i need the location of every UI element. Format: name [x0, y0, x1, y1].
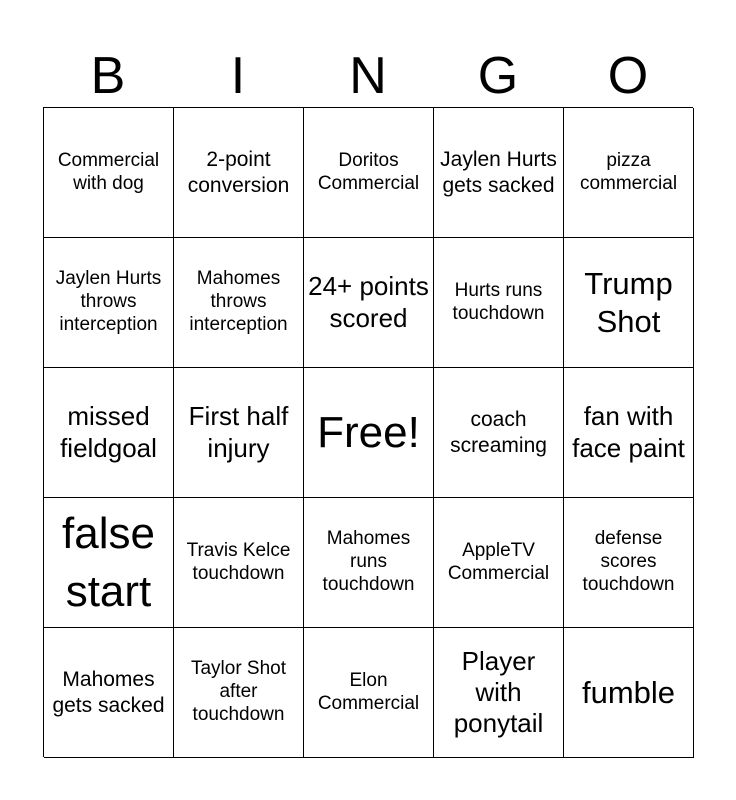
cell-text: AppleTV Commercial [447, 539, 550, 584]
cell-text: missed fieldgoal [60, 401, 157, 463]
bingo-cell[interactable] [304, 498, 434, 628]
bingo-cell[interactable] [174, 238, 304, 368]
bingo-cell[interactable] [174, 368, 304, 498]
header-letter-n: N [349, 47, 387, 105]
cell-text: fan with face paint [572, 401, 685, 463]
cell-text: Mahomes runs touchdown [322, 528, 415, 595]
bingo-cell[interactable] [434, 368, 564, 498]
bingo-board [43, 107, 693, 757]
bingo-cell[interactable] [44, 498, 174, 628]
bingo-cell[interactable] [304, 628, 434, 758]
free-space-cell[interactable] [304, 368, 434, 498]
cell-text: Trump Shot [584, 266, 673, 339]
cell-text: false start [62, 509, 155, 616]
bingo-cell[interactable] [564, 628, 694, 758]
bingo-cell[interactable] [174, 498, 304, 628]
bingo-cell[interactable] [564, 108, 694, 238]
cell-text: coach screaming [450, 408, 547, 457]
cell-text: Free! [317, 407, 420, 457]
cell-text: fumble [581, 674, 676, 710]
bingo-cell[interactable] [434, 108, 564, 238]
header-letter-g: G [477, 47, 519, 105]
bingo-header [43, 44, 693, 108]
bingo-cell[interactable] [44, 238, 174, 368]
bingo-cell[interactable] [44, 368, 174, 498]
bingo-cell[interactable] [304, 108, 434, 238]
cell-text: Commercial with dog [57, 149, 160, 194]
cell-text: Mahomes throws interception [189, 268, 288, 335]
cell-text: pizza commercial [579, 149, 678, 194]
cell-text: 24+ points scored [308, 271, 429, 333]
cell-text: Elon Commercial [317, 669, 420, 714]
cell-text: 2-point conversion [187, 148, 290, 197]
cell-text: Doritos Commercial [317, 149, 420, 194]
cell-text: Hurts runs touchdown [452, 279, 545, 324]
cell-text: Taylor Shot after touchdown [190, 658, 287, 725]
bingo-cell[interactable] [304, 238, 434, 368]
cell-text: Travis Kelce touchdown [186, 539, 291, 584]
cell-text: Jaylen Hurts gets sacked [440, 148, 557, 197]
header-letter-i: I [230, 47, 246, 105]
bingo-cell[interactable] [564, 498, 694, 628]
bingo-cell[interactable] [564, 238, 694, 368]
cell-text: Jaylen Hurts throws interception [55, 268, 162, 335]
bingo-cell[interactable] [44, 108, 174, 238]
bingo-cell[interactable] [174, 628, 304, 758]
bingo-cell[interactable] [174, 108, 304, 238]
bingo-cell[interactable] [564, 368, 694, 498]
cell-text: First half injury [188, 401, 289, 463]
cell-text: Mahomes gets sacked [52, 668, 165, 717]
bingo-cell[interactable] [44, 628, 174, 758]
cell-text: defense scores touchdown [582, 528, 675, 595]
bingo-cell[interactable] [434, 238, 564, 368]
header-letter-o: O [607, 47, 649, 105]
bingo-cell[interactable] [434, 628, 564, 758]
header-letter-b: B [90, 47, 126, 105]
bingo-cell[interactable] [434, 498, 564, 628]
cell-text: Player with ponytail [453, 645, 544, 739]
